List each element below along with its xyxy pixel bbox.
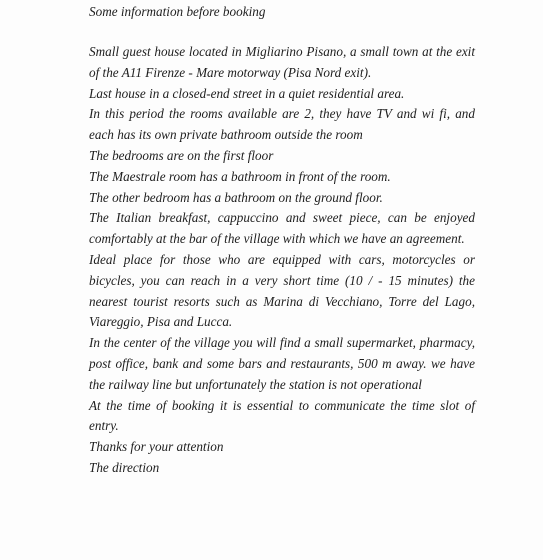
paragraph-booking: At the time of booking it is essential to communicate the time slot of entry. <box>89 397 475 434</box>
closing-line: Thanks for your attention <box>89 439 224 455</box>
paragraph-street: Last house in a closed-end street in a quiet residential area. <box>89 85 405 101</box>
paragraph-maestrale-room: The Maestrale room has a bathroom in front of the room. <box>89 168 391 184</box>
paragraph-rooms: In this period the rooms available are 2, they have TV and wi fi, and each has its own private bathroom outside the room <box>89 106 475 143</box>
document-body <box>89 42 475 479</box>
paragraph-breakfast: The Italian breakfast, cappuccino and sweet piece, can be enjoyed comfortably at the bar of the village with which we have an agreement. <box>89 210 475 247</box>
paragraph-other-bedroom: The other bedroom has a bathroom on the ground floor. <box>89 189 383 205</box>
paragraph-floor: The bedrooms are on the first floor <box>89 147 274 163</box>
paragraph-location: Small guest house located in Migliarino Pisano, a small town at the exit of the A11 Firenze - Mare motorway (Pisa Nord exit). <box>89 44 475 80</box>
document-heading: Some information before booking <box>89 4 266 19</box>
paragraph-ideal-place: Ideal place for those who are equipped with cars, motorcycles or bicycles, you can reach in a very short time (10 / - 15 minutes) the nearest tourist resorts such as Marina di Vecchiano, Torre del Lago, Viareggio, Pisa and Lucca. <box>89 251 475 330</box>
paragraph-village-center: In the center of the village you will find a small supermarket, pharmacy, post office, bank and some bars and restaurants, 500 m away. we have the railway line but unfortunately the station is not operational <box>89 335 475 392</box>
signature: The direction <box>89 459 160 475</box>
